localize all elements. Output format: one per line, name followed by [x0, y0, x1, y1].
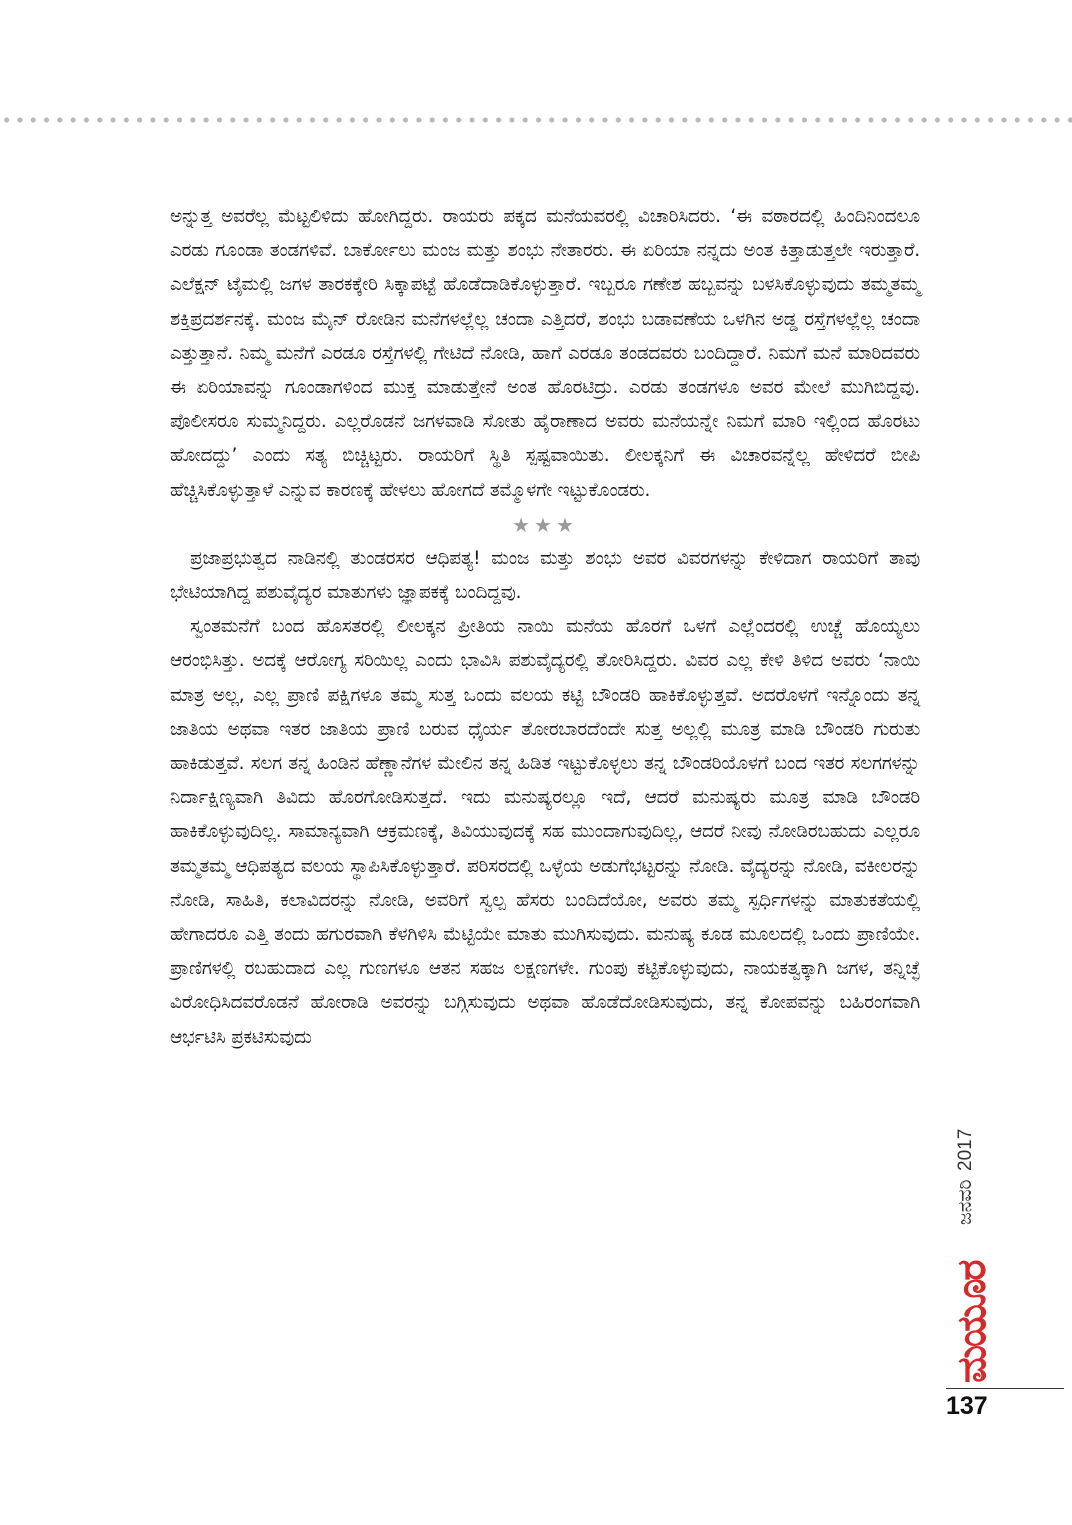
- magazine-logo: ಮಯೂರ: [949, 1261, 995, 1383]
- paragraph-1: ಅನ್ನುತ್ತ ಅವರೆಲ್ಲ ಮೆಟ್ಟಲಿಳಿದು ಹೋಗಿದ್ದರು. ರಾಯರು ಪಕ್ಕದ ಮನೆಯವರಲ್ಲಿ ವಿಚಾರಿಸಿದರು. ‘ಈ ವಠಾರದಲ್ಲಿ ಹಿಂದಿನಿಂದಲೂ ಎರಡು ಗೂಂಡಾ ತಂಡಗಳಿವೆ. ಬಾರ್ಕೋಲು ಮಂಜ ಮತ್ತು ಶಂಭು ನೇತಾರರು. ಈ ಏರಿಯಾ ನನ್ನದು ಅಂತ ಕಿತ್ತಾಡುತ್ತಲೇ ಇರುತ್ತಾರೆ. ಎಲೆಕ್ಷನ್ ಟೈಮಲ್ಲಿ ಜಗಳ ತಾರಕಕ್ಕೇರಿ ಸಿಕ್ಕಾಪಟ್ಟೆ ಹೊಡೆದಾಡಿಕೊಳ್ಳುತ್ತಾರೆ. ಇಬ್ಬರೂ ಗಣೇಶ ಹಬ್ಬವನ್ನು ಬಳಸಿಕೊಳ್ಳುವುದು ತಮ್ಮತಮ್ಮ ಶಕ್ತಿಪ್ರದರ್ಶನಕ್ಕೆ. ಮಂಜ ಮೈನ್ ರೋಡಿನ ಮನೆಗಳಲ್ಲೆಲ್ಲ ಚಂದಾ ಎತ್ತಿದರೆ, ಶಂಭು ಬಡಾವಣೆಯ ಒಳಗಿನ ಅಡ್ಡ ರಸ್ತೆಗಳಲ್ಲೆಲ್ಲ ಚಂದಾ ಎತ್ತುತ್ತಾನೆ. ನಿಮ್ಮ ಮನೆಗೆ ಎರಡೂ ರಸ್ತೆಗಳಲ್ಲಿ ಗೇಟಿದೆ ನೋಡಿ, ಹಾಗೆ ಎರಡೂ ತಂಡದವರು ಬಂದಿದ್ದಾರೆ. ನಿಮಗೆ ಮನೆ ಮಾರಿದವರು ಈ ಏರಿಯಾವನ್ನು ಗೂಂಡಾಗಳಿಂದ ಮುಕ್ತ ಮಾಡುತ್ತೇನೆ ಅಂತ ಹೊರಟಿದ್ರು. ಎರಡು ತಂಡಗಳೂ ಅವರ ಮೇಲೆ ಮುಗಿಬಿದ್ದವು. ಪೊಲೀಸರೂ ಸುಮ್ಮನಿದ್ದರು. ಎಲ್ಲರೊಡನೆ ಜಗಳವಾಡಿ ಸೋತು ಹೈರಾಣಾದ ಅವರು ಮನೆಯನ್ನೇ ನಿಮಗೆ ಮಾರಿ ಇಲ್ಲಿಂದ ಹೊರಟು ಹೋದದ್ದು’ ಎಂದು ಸತ್ಯ ಬಿಚ್ಚಿಟ್ಟರು. ರಾಯರಿಗೆ ಸ್ಥಿತಿ ಸ್ಪಷ್ಟವಾಯಿತು. ಲೀಲಕ್ಕನಿಗೆ ಈ ವಿಚಾರವನ್ನೆಲ್ಲ ಹೇಳಿದರೆ ಬೀಪಿ ಹೆಚ್ಚಿಸಿಕೊಳ್ಳುತ್ತಾಳೆ ಎನ್ನುವ ಕಾರಣಕ್ಕೆ ಹೇಳಲು ಹೋಗದೆ ತಮ್ಮೊಳಗೇ ಇಟ್ಟುಕೊಂಡರು.: [170, 206, 920, 501]
- paragraph-3: ಸ್ವಂತಮನೆಗೆ ಬಂದ ಹೊಸತರಲ್ಲಿ ಲೀಲಕ್ಕನ ಪ್ರೀತಿಯ ನಾಯಿ ಮನೆಯ ಹೊರಗೆ ಒಳಗೆ ಎಲ್ಲೆಂದರಲ್ಲಿ ಉಚ್ಚೆ ಹೊಯ್ಯಲು ಆರಂಭಿಸಿತ್ತು. ಅದಕ್ಕೆ ಆರೋಗ್ಯ ಸರಿಯಿಲ್ಲ ಎಂದು ಭಾವಿಸಿ ಪಶುವೈದ್ಯರಲ್ಲಿ ತೋರಿಸಿದ್ದರು. ವಿವರ ಎಲ್ಲ ಕೇಳಿ ತಿಳಿದ ಅವರು ‘ನಾಯಿ ಮಾತ್ರ ಅಲ್ಲ, ಎಲ್ಲ ಪ್ರಾಣಿ ಪಕ್ಷಿಗಳೂ ತಮ್ಮ ಸುತ್ತ ಒಂದು ವಲಯ ಕಟ್ಟಿ ಬೌಂಡರಿ ಹಾಕಿಕೊಳ್ಳುತ್ತವೆ. ಅದರೊಳಗೆ ಇನ್ನೊಂದು ತನ್ನ ಜಾತಿಯ ಅಥವಾ ಇತರ ಜಾತಿಯ ಪ್ರಾಣಿ ಬರುವ ಧೈರ್ಯ ತೋರಬಾರದೆಂದೇ ಸುತ್ತ ಅಲ್ಲಲ್ಲಿ ಮೂತ್ರ ಮಾಡಿ ಬೌಂಡರಿ ಗುರುತು ಹಾಕಿಡುತ್ತವೆ. ಸಲಗ ತನ್ನ ಹಿಂಡಿನ ಹೆಣ್ಣಾನೆಗಳ ಮೇಲಿನ ತನ್ನ ಹಿಡಿತ ಇಟ್ಟುಕೊಳ್ಳಲು ತನ್ನ ಬೌಂಡರಿಯೊಳಗೆ ಬಂದ ಇತರ ಸಲಗಗಳನ್ನು ನಿರ್ದಾಕ್ಷಿಣ್ಯವಾಗಿ ತಿವಿದು ಹೊರಗೋಡಿಸುತ್ತದೆ. ಇದು ಮನುಷ್ಯರಲ್ಲೂ ಇದೆ, ಆದರೆ ಮನುಷ್ಯರು ಮೂತ್ರ ಮಾಡಿ ಬೌಂಡರಿ ಹಾಕಿಕೊಳ್ಳುವುದಿಲ್ಲ. ಸಾಮಾನ್ಯವಾಗಿ ಆಕ್ರಮಣಕ್ಕೆ, ತಿವಿಯುವುದಕ್ಕೆ ಸಹ ಮುಂದಾಗುವುದಿಲ್ಲ, ಆದರೆ ನೀವು ನೋಡಿರಬಹುದು ಎಲ್ಲರೂ ತಮ್ಮತಮ್ಮ ಆಧಿಪತ್ಯದ ವಲಯ ಸ್ಥಾಪಿಸಿಕೊಳ್ಳುತ್ತಾರೆ. ಪರಿಸರದಲ್ಲಿ ಒಳ್ಳೆಯ ಅಡುಗೆಭಟ್ಟರನ್ನು ನೋಡಿ. ವೈದ್ಯರನ್ನು ನೋಡಿ, ವಕೀಲರನ್ನು ನೋಡಿ, ಸಾಹಿತಿ, ಕಲಾವಿದರನ್ನು ನೋಡಿ, ಅವರಿಗೆ ಸ್ವಲ್ಪ ಹೆಸರು ಬಂದಿದೆಯೋ, ಅವರು ತಮ್ಮ ಸ್ಪರ್ಧಿಗಳನ್ನು ಮಾತುಕತೆಯಲ್ಲಿ ಹೇಗಾದರೂ ಎತ್ತಿ ತಂದು ಹಗುರವಾಗಿ ಕೆಳಗಿಳಿಸಿ ಮೆಟ್ಟಿಯೇ ಮಾತು ಮುಗಿಸುವುದು. ಮನುಷ್ಯ ಕೂಡ ಮೂಲದಲ್ಲಿ ಒಂದು ಪ್ರಾಣಿಯೇ. ಪ್ರಾಣಿಗಳಲ್ಲಿ ರಬಹುದಾದ ಎಲ್ಲ ಗುಣಗಳೂ ಆತನ ಸಹಜ ಲಕ್ಷಣಗಳೇ. ಗುಂಪು ಕಟ್ಟಿಕೊಳ್ಳುವುದು, ನಾಯಕತ್ವಕ್ಕಾಗಿ ಜಗಳ, ತನ್ನಿಚ್ಛೆ ವಿರೋಧಿಸಿದವರೊಡನೆ ಹೋರಾಡಿ ಅವರನ್ನು ಬಗ್ಗಿಸುವುದು ಅಥವಾ ಹೊಡೆದೋಡಿಸುವುದು, ತನ್ನ ಕೋಪವನ್ನು ಬಹಿರಂಗವಾಗಿ ಆರ್ಭಟಿಸಿ ಪ್ರಕಟಿಸುವುದು: [170, 616, 920, 1048]
- issue-year: 2017: [955, 1129, 976, 1172]
- page-number-rule: [946, 1388, 1064, 1389]
- issue-month: ಜನವರಿ: [955, 1179, 976, 1225]
- magazine-sidebar: [946, 1112, 1006, 1392]
- article-body: [170, 200, 920, 1055]
- section-break-stars: ★★★: [512, 512, 578, 537]
- issue-date: [946, 1112, 986, 1242]
- paragraph-2: ಪ್ರಜಾಪ್ರಭುತ್ವದ ನಾಡಿನಲ್ಲಿ ತುಂಡರಸರ ಆಧಿಪತ್ಯ! ಮಂಜ ಮತ್ತು ಶಂಭು ಅವರ ವಿವರಗಳನ್ನು ಕೇಳಿದಾಗ ರಾಯರಿಗೆ ತಾವು ಭೇಟಿಯಾಗಿದ್ದ ಪಶುವೈದ್ಯರ ಮಾತುಗಳು ಜ್ಞಾಪಕಕ್ಕೆ ಬಂದಿದ್ದವು.: [170, 547, 920, 604]
- dotted-divider: [0, 116, 1072, 124]
- page-number: 137: [946, 1392, 988, 1420]
